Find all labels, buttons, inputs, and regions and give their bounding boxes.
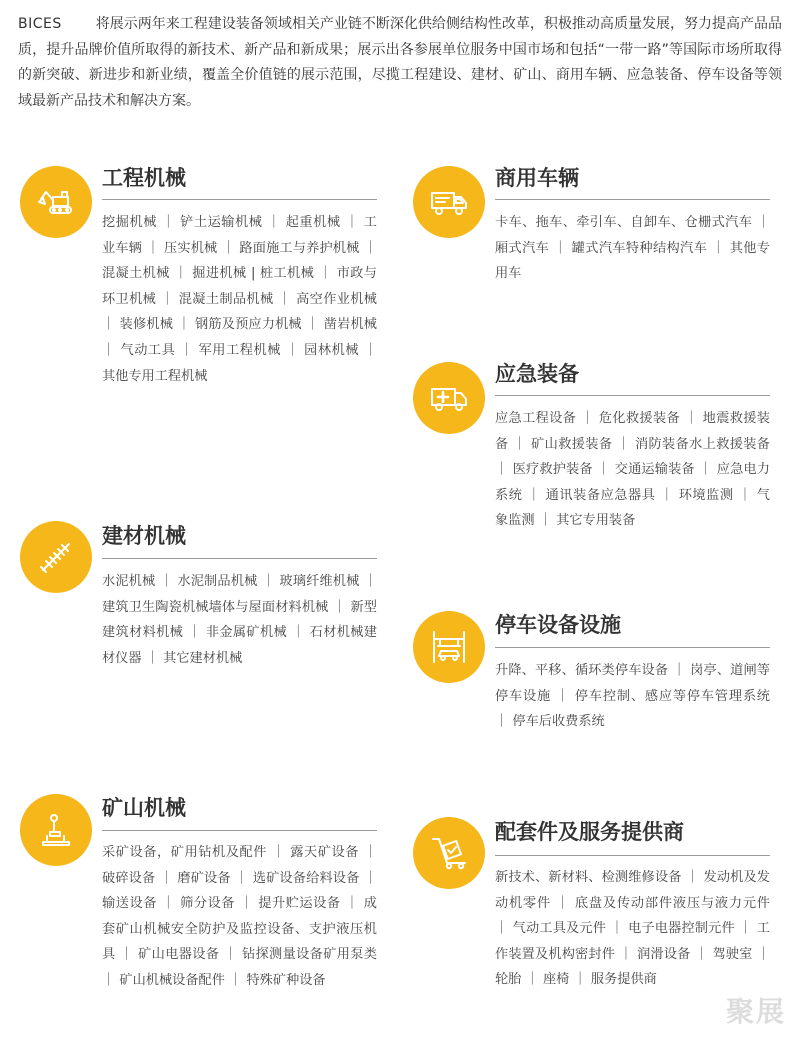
- section-divider: [102, 830, 377, 831]
- building-material-icon: [20, 521, 92, 593]
- section-body: 卡车、拖车、牵引车、自卸车、仓栅式汽车 ｜ 厢式汽车 ｜ 罐式汽车特种结构汽车 ｜ 其他专用车: [495, 215, 770, 282]
- section-divider: [495, 855, 770, 856]
- watermark: 聚展: [725, 995, 786, 1028]
- section-title: 应急装备: [495, 362, 579, 386]
- section-title: 商用车辆: [495, 166, 579, 190]
- section-body: 采矿设备，矿用钻机及配件 ｜ 露天矿设备 ｜ 破碎设备 ｜ 磨矿设备 ｜ 选矿设备给料设备 ｜ 输送设备 ｜ 筛分设备 ｜ 提升贮运设备 ｜ 成套矿山机械安全防护及监控设备、支护液压机具 ｜ 矿山电器设备 ｜ 钻探测量设备矿用泵类 ｜ 矿山机械设备配件 ｜ 特殊矿种设备: [102, 845, 377, 988]
- intro-brand: BICES: [18, 16, 62, 32]
- section-title: 建材机械: [102, 524, 186, 548]
- section-title: 停车设备设施: [495, 613, 621, 637]
- section-divider: [102, 558, 377, 559]
- intro-paragraph: [18, 12, 782, 114]
- section-title: 配套件及服务提供商: [495, 820, 684, 844]
- intro-text: 将展示两年来工程建设装备领域相关产业链不断深化供给侧结构性改革，积极推动高质量发展，努力提高产品品质，提升品牌价值所取得的新技术、新产品和新成果；展示出各参展单位服务中国市场和包括“一带一路”等国际市场所取得的新突破、新进步和新业绩，覆盖全价值链的展示范围，尽揽工程建设、建材、矿山、商用车辆、应急装备、停车设备等领域最新产品技术和解决方案。: [18, 16, 782, 109]
- ambulance-icon: [413, 362, 485, 434]
- mining-drill-icon: [20, 794, 92, 866]
- truck-icon: [413, 166, 485, 238]
- parts-cart-icon: [413, 817, 485, 889]
- section-divider: [495, 395, 770, 396]
- section-divider: [495, 199, 770, 200]
- section-body: 挖掘机械 ｜ 铲土运输机械 ｜ 起重机械 ｜ 工业车辆 ｜ 压实机械 ｜ 路面施工与养护机械 ｜ 混凝土机械 ｜ 掘进机械 | 桩工机械 ｜ 市政与环卫机械 ｜ 混凝土制品机械 ｜ 高空作业机械 ｜ 装修机械 ｜ 钢筋及预应力机械 ｜ 凿岩机械 ｜ 气动工具 ｜ 军用工程机械 ｜ 园林机械 ｜ 其他专用工程机械: [102, 215, 377, 384]
- section-body: 应急工程设备 ｜ 危化救援装备 ｜ 地震救援装备 ｜ 矿山救援装备 ｜ 消防装备水上救援装备 ｜ 医疗救护装备 ｜ 交通运输装备 ｜ 应急电力系统 ｜ 通讯装备应急器具 ｜ 环境监测 ｜ 气象监测 ｜ 其它专用装备: [495, 411, 770, 529]
- parking-equipment-icon: [413, 611, 485, 683]
- section-divider: [102, 199, 377, 200]
- section-body: 新技术、新材料、检测维修设备 ｜ 发动机及发动机零件 ｜ 底盘及传动部件液压与液力元件 ｜ 气动工具及元件 ｜ 电子电器控制元件 ｜ 工作装置及机构密封件 ｜ 润滑设备 ｜ 驾驶室 ｜ 轮胎 ｜ 座椅 ｜ 服务提供商: [495, 870, 770, 988]
- section-title: 矿山机械: [102, 796, 186, 820]
- section-title: 工程机械: [102, 166, 186, 190]
- section-body: 水泥机械 ｜ 水泥制品机械 ｜ 玻璃纤维机械 ｜ 建筑卫生陶瓷机械墙体与屋面材料机械 ｜ 新型建筑材料机械 ｜ 非金属矿机械 ｜ 石材机械建材仪器 ｜ 其它建材机械: [102, 574, 377, 666]
- excavator-icon: [20, 166, 92, 238]
- section-body: 升降、平移、循环类停车设备 ｜ 岗亭、道闸等停车设施 ｜ 停车控制、感应等停车管理系统 ｜ 停车后收费系统: [495, 663, 770, 730]
- section-divider: [495, 647, 770, 648]
